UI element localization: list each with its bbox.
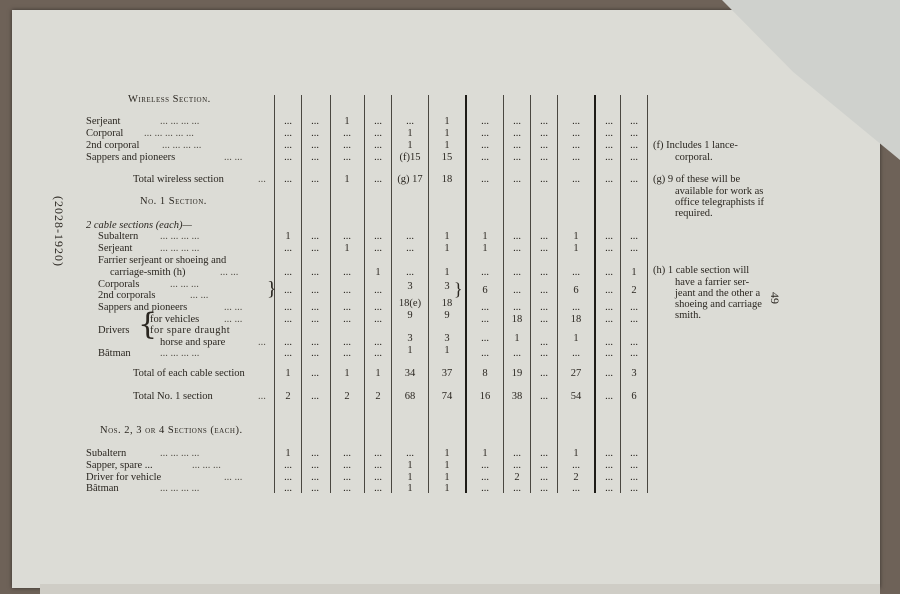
cell: ... [605, 140, 613, 151]
cell: 1 [407, 472, 413, 483]
cell: 3 [631, 368, 637, 379]
cell: ... [481, 128, 489, 139]
cell: 2 [344, 391, 350, 402]
cell: ... [343, 267, 351, 278]
cell: ... [605, 391, 613, 402]
cell: 2 [573, 472, 579, 483]
cell: ... [284, 128, 292, 139]
cell: ... [513, 116, 521, 127]
cell: ... [605, 116, 613, 127]
row-label: Bâtman [86, 483, 119, 494]
cell: ... [630, 448, 638, 459]
cell: ... [513, 285, 521, 296]
row-label: Serjeant [86, 116, 121, 127]
row-leader: ... ... [224, 472, 243, 483]
cell: ... [481, 472, 489, 483]
section-title-nos234: Nos. 2, 3 or 4 Sections (each). [100, 425, 243, 436]
cell: ... [513, 348, 521, 359]
cell: ... [406, 243, 414, 254]
row-label: carriage-smith (h) [110, 267, 186, 278]
cell: ... [630, 128, 638, 139]
cell: 1 [407, 460, 413, 471]
cell: ... [311, 152, 319, 163]
row-leader: ... ... [224, 314, 243, 325]
cell: 18(e) [398, 298, 422, 309]
cell: ... [311, 116, 319, 127]
cell: ... [540, 152, 548, 163]
row-label: 2nd corporal [86, 140, 140, 151]
row-label: 2nd corporals [98, 290, 156, 301]
cell: ... [311, 337, 319, 348]
cell: ... [630, 483, 638, 494]
cell: ... [481, 302, 489, 313]
cell: ... [513, 448, 521, 459]
cell: 6 [482, 285, 488, 296]
cell: ... [513, 302, 521, 313]
cell: 1 [573, 231, 579, 242]
cell: ... [540, 116, 548, 127]
cell: 1 [631, 267, 637, 278]
cell: 1 [344, 174, 350, 185]
cell: ... [343, 302, 351, 313]
cell: ... [406, 267, 414, 278]
cell: ... [605, 128, 613, 139]
cell: (f)15 [399, 152, 421, 163]
cell: 1 [285, 231, 291, 242]
row-label: Bâtman [98, 348, 131, 359]
note-h-line1: (h) 1 cable section will [653, 265, 750, 276]
cell: ... [513, 231, 521, 242]
cell: 1 [407, 345, 413, 356]
page-edge [40, 584, 880, 594]
cell: ... [374, 483, 382, 494]
total-label: Total wireless section [133, 174, 224, 185]
cell: 1 [444, 231, 450, 242]
cell: ... [540, 348, 548, 359]
cell: ... [572, 460, 580, 471]
cell: 1 [482, 243, 488, 254]
row-leader: ... ... ... [192, 460, 221, 471]
cell: ... [540, 231, 548, 242]
cell: 1 [514, 333, 520, 344]
total-label: Total of each cable section [133, 368, 245, 379]
cell: ... [406, 448, 414, 459]
cell: 1 [573, 448, 579, 459]
cell: ... [481, 116, 489, 127]
cell: ... [513, 174, 521, 185]
cell: 6 [573, 285, 579, 296]
cell: ... [605, 448, 613, 459]
note-h-line2: have a farrier ser- [675, 277, 750, 288]
cell: ... [540, 243, 548, 254]
sub-title: 2 cable sections (each)— [86, 220, 192, 231]
cell: ... [540, 460, 548, 471]
cell: ... [605, 243, 613, 254]
cell: 1 [444, 472, 450, 483]
row-leader: ... ... [190, 290, 209, 301]
cell: ... [374, 302, 382, 313]
row-leader: ... ... ... [170, 279, 199, 290]
cell: ... [572, 174, 580, 185]
cell: ... [513, 243, 521, 254]
cell: 1 [375, 368, 381, 379]
cell: ... [540, 314, 548, 325]
section-title-wireless: Wireless Section. [128, 94, 211, 105]
cell: 1 [407, 140, 413, 151]
cell: ... [630, 314, 638, 325]
cell: ... [343, 140, 351, 151]
cell: ... [406, 116, 414, 127]
cell: ... [605, 483, 613, 494]
cell: ... [284, 267, 292, 278]
side-reference: (2028-1920) [52, 196, 66, 267]
cell: ... [374, 174, 382, 185]
row-leader: ... [258, 391, 266, 402]
cell: ... [481, 483, 489, 494]
cell: 18 [441, 298, 453, 309]
cell: ... [513, 483, 521, 494]
cell: 1 [573, 333, 579, 344]
cell: ... [630, 140, 638, 151]
cell: ... [343, 337, 351, 348]
cell: ... [630, 337, 638, 348]
cell: ... [374, 460, 382, 471]
cell: ... [605, 174, 613, 185]
column-rule [330, 95, 331, 493]
note-g-line1: (g) 9 of these will be [653, 174, 741, 185]
cell: 1 [444, 128, 450, 139]
row-leader: ... ... ... ... ... [144, 128, 194, 139]
cell: ... [374, 314, 382, 325]
cell: ... [540, 267, 548, 278]
cell: ... [374, 448, 382, 459]
cell: 1 [344, 243, 350, 254]
note-h-line4: shoeing and carriage [675, 299, 762, 310]
cell: ... [630, 302, 638, 313]
cell: 34 [404, 368, 416, 379]
cell: ... [513, 152, 521, 163]
cell: ... [540, 128, 548, 139]
total-label: Total No. 1 section [133, 391, 213, 402]
row-leader: ... ... ... ... [160, 483, 200, 494]
cell: ... [374, 152, 382, 163]
cell: ... [513, 128, 521, 139]
cell: ... [513, 267, 521, 278]
cell: 3 [444, 281, 450, 292]
cell: ... [540, 368, 548, 379]
row-leader: ... ... ... ... [160, 116, 200, 127]
cell: ... [284, 152, 292, 163]
cell: ... [284, 140, 292, 151]
cell: 1 [285, 448, 291, 459]
cell: 1 [407, 483, 413, 494]
cell: ... [284, 460, 292, 471]
cell: 15 [441, 152, 453, 163]
cell: ... [481, 348, 489, 359]
cell: 1 [444, 116, 450, 127]
cell: ... [540, 472, 548, 483]
cell: 1 [444, 460, 450, 471]
cell: 18 [441, 174, 453, 185]
cell: ... [284, 483, 292, 494]
cell: ... [572, 348, 580, 359]
row-leader: ... [258, 174, 266, 185]
cell: ... [311, 128, 319, 139]
cell: ... [284, 472, 292, 483]
cell: ... [572, 116, 580, 127]
row-label: Sapper, spare ... [86, 460, 153, 471]
cell: 1 [444, 345, 450, 356]
cell: ... [343, 152, 351, 163]
cell: ... [540, 337, 548, 348]
row-label: Corporals [98, 279, 140, 290]
cell: ... [311, 314, 319, 325]
cell: ... [605, 368, 613, 379]
cell: 37 [441, 368, 453, 379]
note-h-line5: smith. [675, 310, 701, 321]
cell: ... [343, 231, 351, 242]
row-leader: ... ... ... ... [160, 243, 200, 254]
cell: ... [630, 472, 638, 483]
cell: (g) 17 [397, 174, 423, 185]
cell: ... [605, 337, 613, 348]
cell: ... [630, 460, 638, 471]
cell: ... [284, 302, 292, 313]
cell: ... [343, 472, 351, 483]
row-label: Corporal [86, 128, 124, 139]
cell: ... [343, 460, 351, 471]
cell: 1 [344, 116, 350, 127]
cell: ... [284, 285, 292, 296]
cell: ... [311, 460, 319, 471]
cell: 3 [407, 333, 413, 344]
cell: 68 [404, 391, 416, 402]
cell: ... [572, 152, 580, 163]
cell: 1 [285, 368, 291, 379]
cell: 2 [514, 472, 520, 483]
cell: ... [605, 460, 613, 471]
note-f-line2: corporal. [675, 152, 713, 163]
cell: ... [540, 483, 548, 494]
cell: ... [481, 140, 489, 151]
cell: ... [540, 285, 548, 296]
row-leader: ... ... ... ... [160, 448, 200, 459]
cell: ... [311, 267, 319, 278]
cell: ... [284, 116, 292, 127]
cell: 1 [573, 243, 579, 254]
cell: 18 [570, 314, 582, 325]
cell: ... [343, 448, 351, 459]
cell: 1 [444, 243, 450, 254]
row-leader: ... ... ... ... [160, 231, 200, 242]
cell: ... [311, 483, 319, 494]
row-label: Subaltern [86, 448, 127, 459]
drivers-brace: { [138, 307, 158, 342]
cell: ... [630, 174, 638, 185]
cell: ... [481, 314, 489, 325]
cell: 3 [444, 333, 450, 344]
cell: ... [311, 243, 319, 254]
row-label: Sappers and pioneers [86, 152, 176, 163]
note-f-line1: (f) Includes 1 lance- [653, 140, 738, 151]
cell: ... [311, 285, 319, 296]
cell: 9 [407, 310, 413, 321]
cell: 8 [482, 368, 488, 379]
cell: 74 [441, 391, 453, 402]
cell: ... [311, 174, 319, 185]
cell: 1 [444, 267, 450, 278]
cell: ... [605, 472, 613, 483]
row-label: Subaltern [98, 231, 139, 242]
cell: ... [605, 152, 613, 163]
cell: ... [540, 391, 548, 402]
row-leader: ... [258, 337, 266, 348]
cell: ... [343, 314, 351, 325]
row-leader: ... ... ... ... [162, 140, 202, 151]
cell: ... [540, 140, 548, 151]
cell: ... [630, 231, 638, 242]
cell: ... [374, 285, 382, 296]
row-leader: ... ... ... ... [160, 348, 200, 359]
cell: ... [284, 348, 292, 359]
cell: 1 [444, 448, 450, 459]
cell: 27 [570, 368, 582, 379]
brace: } [454, 279, 463, 299]
cell: ... [406, 231, 414, 242]
cell: ... [481, 174, 489, 185]
cell: 1 [482, 448, 488, 459]
cell: ... [284, 337, 292, 348]
cell: ... [513, 140, 521, 151]
cell: ... [540, 174, 548, 185]
brace: } [267, 278, 277, 300]
cell: ... [284, 314, 292, 325]
cell: ... [311, 391, 319, 402]
cell: 16 [479, 391, 491, 402]
cell: ... [605, 285, 613, 296]
row-label: Farrier serjeant or shoeing and [98, 255, 227, 266]
row-label: Driver for vehicle [86, 472, 162, 483]
row-label: Sappers and pioneers [98, 302, 188, 313]
cell: ... [311, 472, 319, 483]
cell: ... [374, 472, 382, 483]
cell: ... [630, 116, 638, 127]
cell: ... [572, 302, 580, 313]
cell: ... [481, 333, 489, 344]
cell: ... [630, 243, 638, 254]
cell: ... [374, 140, 382, 151]
cell: ... [481, 267, 489, 278]
cell: 18 [511, 314, 523, 325]
cell: ... [630, 152, 638, 163]
cell: ... [605, 231, 613, 242]
cell: 1 [444, 140, 450, 151]
cell: ... [343, 128, 351, 139]
cell: ... [311, 448, 319, 459]
column-rule [647, 95, 648, 493]
note-g-line4: required. [675, 208, 713, 219]
cell: 2 [285, 391, 291, 402]
cell: 2 [375, 391, 381, 402]
row-label: Serjeant [98, 243, 133, 254]
cell: ... [374, 116, 382, 127]
cell: 19 [511, 368, 523, 379]
cell: ... [374, 348, 382, 359]
cell: ... [572, 140, 580, 151]
cell: ... [630, 348, 638, 359]
cell: 3 [407, 281, 413, 292]
cell: ... [374, 337, 382, 348]
cell: ... [311, 302, 319, 313]
cell: ... [374, 243, 382, 254]
cell: 1 [344, 368, 350, 379]
row-label: for spare draught [150, 325, 231, 336]
cell: ... [284, 174, 292, 185]
row-label: for vehicles [150, 314, 200, 325]
cell: 9 [444, 310, 450, 321]
cell: 1 [482, 231, 488, 242]
cell: ... [311, 231, 319, 242]
cell: 2 [631, 285, 637, 296]
cell: ... [572, 483, 580, 494]
cell: ... [343, 348, 351, 359]
cell: 1 [444, 483, 450, 494]
row-leader: ... ... [220, 267, 239, 278]
cell: ... [343, 483, 351, 494]
cell: ... [311, 140, 319, 151]
cell: 1 [407, 128, 413, 139]
note-h-line3: jeant and the other a [675, 288, 761, 299]
row-label: horse and spare [160, 337, 226, 348]
cell: 38 [511, 391, 523, 402]
cell: 54 [570, 391, 582, 402]
cell: ... [605, 267, 613, 278]
cell: ... [284, 243, 292, 254]
cell: ... [605, 348, 613, 359]
cell: ... [374, 128, 382, 139]
section-title-no1: No. 1 Section. [140, 196, 207, 207]
page-number: 49 [768, 292, 782, 304]
cell: ... [374, 231, 382, 242]
cell: ... [540, 448, 548, 459]
row-leader: ... ... [224, 302, 243, 313]
cell: ... [481, 152, 489, 163]
note-g-line3: office telegraphists if [675, 197, 765, 208]
cell: 1 [375, 267, 381, 278]
cell: ... [343, 285, 351, 296]
note-g-line2: available for work as [675, 186, 764, 197]
cell: ... [572, 128, 580, 139]
cell: ... [572, 267, 580, 278]
cell: 6 [631, 391, 637, 402]
cell: ... [311, 348, 319, 359]
drivers-label: Drivers [98, 325, 130, 336]
cell: ... [481, 460, 489, 471]
cell: ... [311, 368, 319, 379]
row-leader: ... ... [224, 152, 243, 163]
cell: ... [540, 302, 548, 313]
cell: ... [605, 314, 613, 325]
cell: ... [513, 460, 521, 471]
cell: ... [605, 302, 613, 313]
